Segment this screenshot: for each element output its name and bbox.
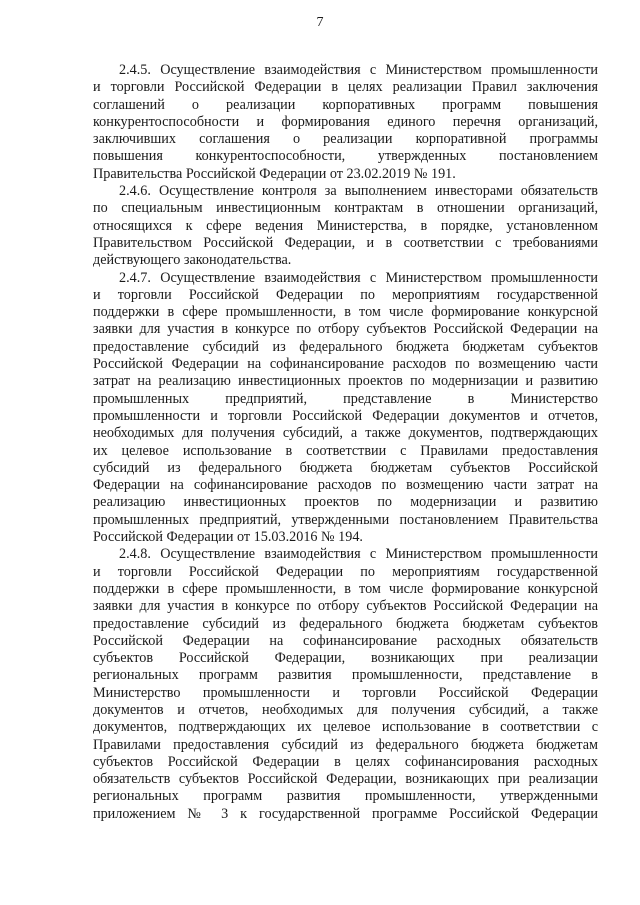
paragraph-line: документов, подтверждающих их целевое использование в соответствии с xyxy=(93,719,598,736)
paragraph-line: действующего законодательства. xyxy=(93,252,292,269)
paragraph-line: Российской Федерации на софинансирование расходов по возмещению части xyxy=(93,356,598,373)
paragraph-line: 2.4.7. Осуществление взаимодействия с Министерством промышленности xyxy=(119,269,598,286)
paragraph-line: Правилами предоставления субсидий из федерального бюджета бюджетам xyxy=(93,736,598,753)
paragraph-line: и торговли Российской Федерации по мероприятиям государственной xyxy=(93,563,598,580)
paragraph-line: заключивших соглашения о реализации корпоративной программы xyxy=(93,131,598,148)
paragraph-2-4-7 xyxy=(93,270,598,547)
page-number: 7 xyxy=(316,15,324,30)
paragraph-line: субъектов Российской Федерации в целях софинансирования расходных xyxy=(93,753,598,770)
paragraph-line: предоставление субсидий из федерального бюджета бюджетам субъектов xyxy=(93,338,598,355)
paragraph-line: и торговли Российской Федерации по мероприятиям государственной xyxy=(93,286,598,303)
paragraph-line: заявки для участия в конкурсе по отбору субъектов Российской Федерации на xyxy=(93,321,598,338)
paragraph-line: Федерации на софинансирование расходов по возмещению части затрат на xyxy=(93,477,598,494)
paragraph-line: реализацию инвестиционных проектов по модернизации и развитию xyxy=(93,494,598,511)
paragraph-line: субъектов Российской Федерации, возникающих при реализации xyxy=(93,650,598,667)
paragraph-2-4-6 xyxy=(93,183,598,269)
paragraph-line: документов и отчетов, необходимых для получения субсидий, а также xyxy=(93,701,598,718)
paragraph-line: обязательств субъектов Российской Федерации, возникающих при реализации xyxy=(93,771,598,788)
paragraph-line: Российской Федерации на софинансирование расходных обязательств xyxy=(93,632,598,649)
paragraph-line: Правительства Российской Федерации от 23.02.2019 № 191. xyxy=(93,165,456,182)
paragraph-line: и торговли Российской Федерации в целях реализации Правил заключения xyxy=(93,79,598,96)
paragraph-line: затрат на реализацию инвестиционных проектов по модернизации и развитию xyxy=(93,373,598,390)
paragraph-line: необходимых для получения субсидий, а также документов, подтверждающих xyxy=(93,425,598,442)
paragraph-line: промышленных предприятий, представление в Министерство xyxy=(93,390,598,407)
paragraph-line: конкурентоспособности и формирования единого перечня организаций, xyxy=(93,113,598,130)
paragraph-2-4-8 xyxy=(93,546,598,823)
paragraph-line: их целевое использование в соответствии с Правилами предоставления xyxy=(93,442,598,459)
document-body xyxy=(93,62,598,823)
paragraph-line: соглашений о реализации корпоративных программ повышения xyxy=(93,96,598,113)
paragraph-line: Министерство промышленности и торговли Российской Федерации xyxy=(93,684,598,701)
paragraph-2-4-5 xyxy=(93,62,598,183)
paragraph-line: поддержки в сфере промышленности, в том числе формирование конкурсной xyxy=(93,304,598,321)
paragraph-line: региональных программ развития промышленности, представление в xyxy=(93,667,598,684)
paragraph-line: поддержки в сфере промышленности, в том числе формирование конкурсной xyxy=(93,580,598,597)
paragraph-line: региональных программ развития промышленности, утвержденными xyxy=(93,788,598,805)
paragraph-line: относящихся к сфере ведения Министерства, в порядке, установленном xyxy=(93,217,598,234)
paragraph-line: по специальным инвестиционным контрактам в отношении организаций, xyxy=(93,200,598,217)
paragraph-line: промышленности и торговли Российской Федерации документов и отчетов, xyxy=(93,407,598,424)
paragraph-line: приложением № 3 к государственной программе Российской Федерации xyxy=(93,805,598,822)
paragraph-line: 2.4.5. Осуществление взаимодействия с Министерством промышленности xyxy=(119,62,598,78)
paragraph-line: субсидий из федерального бюджета бюджетам субъектов Российской xyxy=(93,459,598,476)
paragraph-line: предоставление субсидий из федерального бюджета бюджетам субъектов xyxy=(93,615,598,632)
paragraph-line: Правительством Российской Федерации, и в соответствии с требованиями xyxy=(93,234,598,251)
paragraph-line: Российской Федерации от 15.03.2016 № 194. xyxy=(93,529,363,546)
paragraph-line: заявки для участия в конкурсе по отбору субъектов Российской Федерации на xyxy=(93,598,598,615)
paragraph-line: 2.4.6. Осуществление контроля за выполнением инвесторами обязательств xyxy=(119,183,598,200)
paragraph-line: повышения конкурентоспособности, утвержденных постановлением xyxy=(93,148,598,165)
paragraph-line: промышленных предприятий, утвержденными постановлением Правительства xyxy=(93,511,598,528)
paragraph-line: 2.4.8. Осуществление взаимодействия с Министерством промышленности xyxy=(119,546,598,563)
